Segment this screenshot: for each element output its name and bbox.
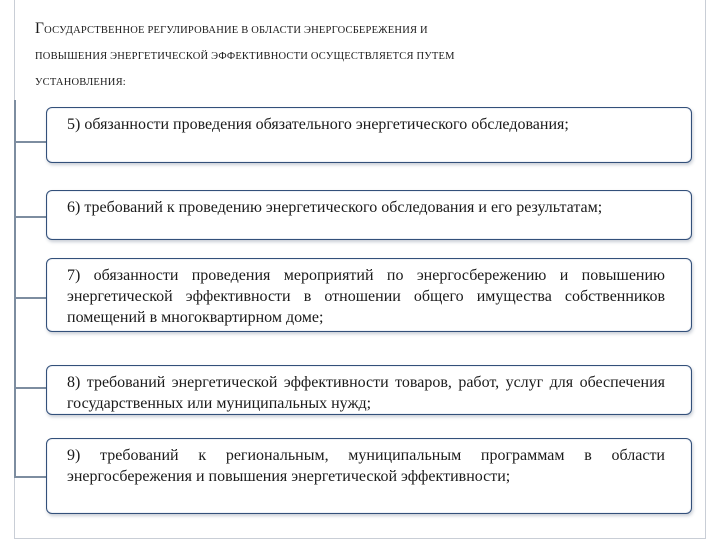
- title-line-3: УСТАНОВЛЕНИЯ:: [35, 77, 126, 88]
- list-connector-tick-2: [14, 216, 46, 218]
- list-item: [46, 438, 692, 514]
- list-connector-tick-3: [14, 297, 46, 299]
- list-item-text: 9) требований к региональным, муниципальным программам в области энергосбережения и повышения энергетической эффективности;: [67, 447, 665, 485]
- list-item-text: 7) обязанности проведения мероприятий по энергосбережению и повышению энергетической эффективности в отношении общего имущества собственников помещений в многоквартирном доме;: [67, 267, 665, 326]
- title-line-1: ГОСУДАРСТВЕННОЕ РЕГУЛИРОВАНИЕ В ОБЛАСТИ ЭНЕРГОСБЕРЕЖЕНИЯ И: [35, 20, 428, 37]
- list-item-text: 5) обязанности проведения обязательного энергетического обследования;: [67, 116, 569, 133]
- list-connector-tick-4: [14, 387, 46, 389]
- list-item: [46, 107, 692, 163]
- list-item-text: 8) требований энергетической эффективности товаров, работ, услуг для обеспечения государственных или муниципальных нужд;: [67, 374, 665, 412]
- list-connector-tick-5: [14, 476, 46, 478]
- list-item-text: 6) требований к проведению энергетического обследования и его результатам;: [67, 199, 603, 216]
- list-connector-tick-1: [14, 141, 46, 143]
- title-line-2: ПОВЫШЕНИЯ ЭНЕРГЕТИЧЕСКОЙ ЭФФЕКТИВНОСТИ ОСУЩЕСТВЛЯЕТСЯ ПУТЕМ: [35, 51, 455, 62]
- slide-title: [35, 16, 675, 96]
- list-connector-vertical: [14, 100, 16, 476]
- list-item: [46, 190, 692, 240]
- list-item: [46, 365, 692, 415]
- list-item: [46, 258, 692, 332]
